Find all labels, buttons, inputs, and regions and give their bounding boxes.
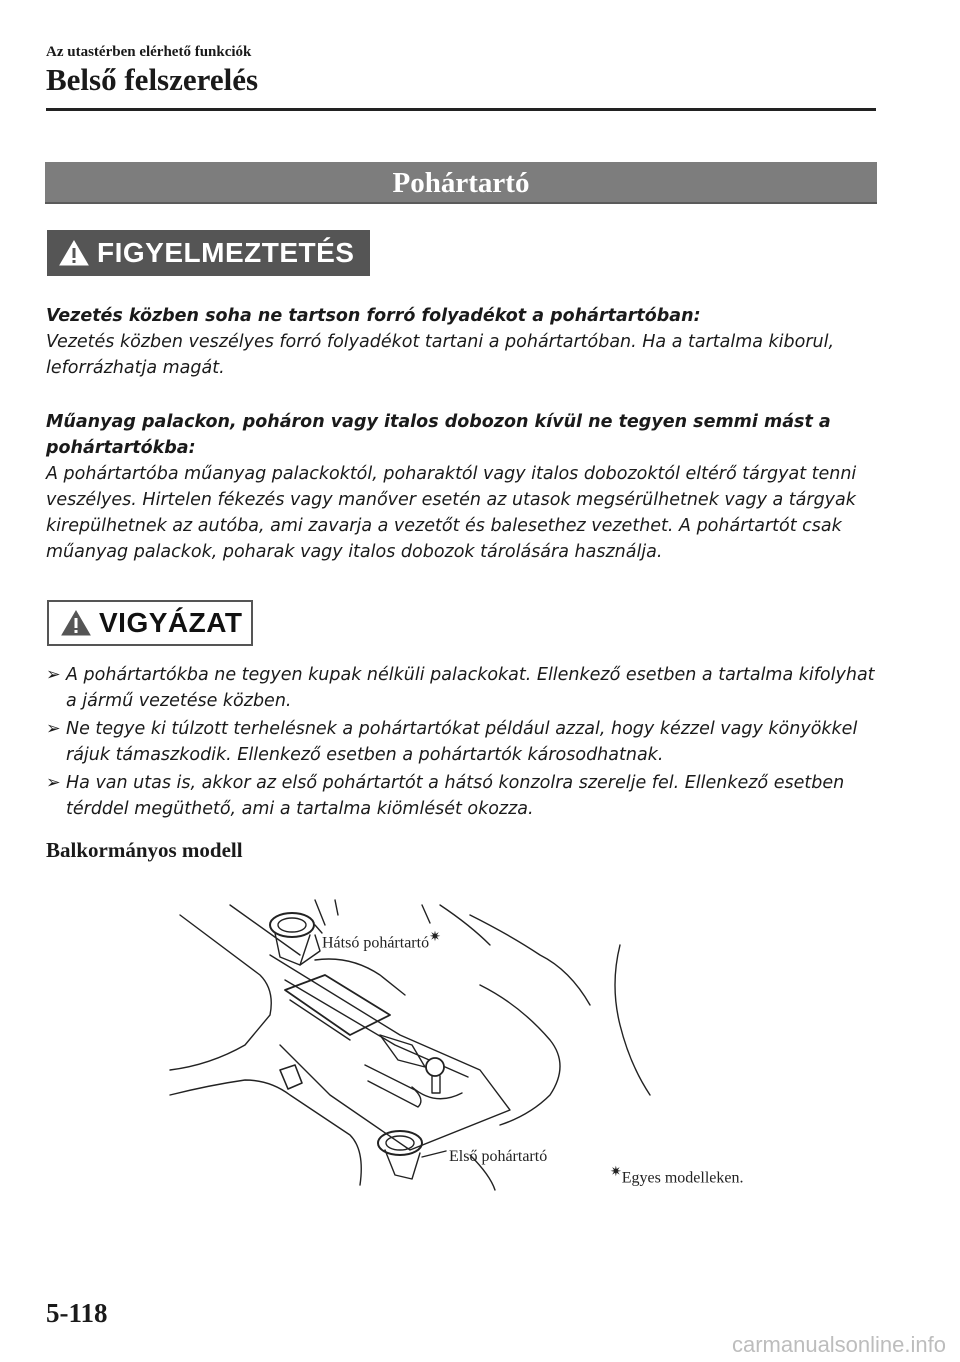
optional-star-icon: ✷ <box>429 930 441 945</box>
front-cup-holder-label: Első pohártartó <box>449 1148 548 1165</box>
caution-triangle-icon <box>61 609 91 637</box>
optional-star-icon: ✷ <box>610 1165 622 1180</box>
footer-watermark: carmanualsonline.info <box>731 1332 946 1357</box>
topic-title-bar <box>45 162 877 204</box>
caution-item <box>46 716 886 768</box>
caution-item-text: Ne tegye ki túlzott terhelésnek a pohártartókat például azzal, hogy kézzel vagy könyökkel rájuk támaszkodik. Ellenkező esetben a pohártartók károsodhatnak. <box>66 719 858 765</box>
warning-item-2-heading: Műanyag palackon, poháron vagy italos dobozon kívül ne tegyen semmi mást a pohártartókba: <box>46 412 831 458</box>
bullet-arrow-icon: ➢ <box>46 773 61 793</box>
caution-item-text: Ha van utas is, akkor az első pohártartót a hátsó konzolra szerelje fel. Ellenkező esetben térddel megüthető, ami a tartalma kiömlését okozza. <box>66 773 845 819</box>
bullet-arrow-icon: ➢ <box>46 719 61 739</box>
model-heading: Balkormányos modell <box>46 838 243 862</box>
warning-item-2-text: A pohártartóba műanyag palackoktól, poharaktól vagy italos dobozoktól eltérő tárgyat tenni veszélyes. Hirtelen fékezés vagy manőver esetén az utasok megsérülhetnek vagy a tárgyak kirepülhetnek az autóba, ami zavarja a vezetőt és balesethez vezethet. A pohártartót csak műanyag palackok, poharak vagy italos dobozok tárolására használja. <box>46 464 857 562</box>
optional-note-text: Egyes modelleken. <box>621 1169 744 1187</box>
caution-label: VIGYÁZAT <box>99 607 243 638</box>
bullet-arrow-icon: ➢ <box>46 665 61 685</box>
caution-item <box>46 662 886 714</box>
section-title: Belső felszerelés <box>46 62 259 97</box>
warning-label: FIGYELMEZTETÉS <box>97 237 355 268</box>
rear-cup-holder-label-text: Hátsó pohártartó <box>322 934 430 952</box>
caution-list <box>46 662 886 824</box>
topic-title: Pohártartó <box>392 167 530 199</box>
warning-badge <box>47 230 370 276</box>
warning-item-1-heading: Vezetés közben soha ne tartson forró folyadékot a pohártartóban: <box>46 306 701 326</box>
caution-badge <box>47 600 253 646</box>
rear-cup-holder-label <box>322 929 441 952</box>
warning-item-1 <box>46 303 886 381</box>
chapter-title: Az utastérben elérhető funkciók <box>46 44 252 60</box>
warning-triangle-icon <box>59 239 89 267</box>
warning-item-2 <box>46 409 886 565</box>
caution-item <box>46 770 886 822</box>
header-rule <box>46 108 876 111</box>
optional-note <box>610 1164 743 1187</box>
warning-item-1-text: Vezetés közben veszélyes forró folyadékot tartani a pohártartóban. Ha a tartalma kiborul, leforrázhatja magát. <box>46 332 835 378</box>
page-number: 5-118 <box>46 1298 108 1328</box>
caution-item-text: A pohártartókba ne tegyen kupak nélküli palackokat. Ellenkező esetben a tartalma kifolyhat a jármű vezetése közben. <box>66 665 875 711</box>
